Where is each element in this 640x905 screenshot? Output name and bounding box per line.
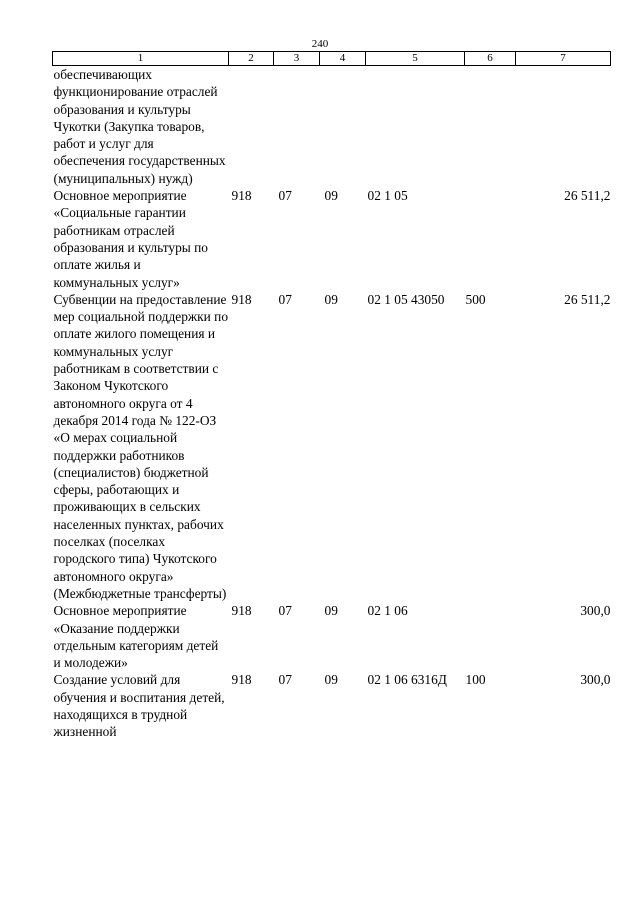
row-name: Субвенции на предоставление мер социальной поддержки по оплате жилого помещения и коммунальных услуг работникам в соответствии с Законом Чукотского автономного округа от 4 декабря 2014 года № 122-ОЗ «О мерах социальной поддержки работников (специалистов) бюджетной сферы, работающих и проживающих в сельских населенных пунктах, рабочих поселках (поселках городского типа) Чукотского автономного округа» (Межбюджетные трансферты) (53, 291, 229, 601)
row-target-article (366, 66, 465, 188)
row-target-article: 02 1 06 (367, 603, 408, 619)
row-subsection-code: 09 (324, 672, 338, 688)
row-name: Основное мероприятие «Оказание поддержки отдельным категориям детей и молодежи» (53, 603, 219, 671)
row-amount: 300,0 (580, 603, 611, 619)
row-ministry-code: 918 (231, 603, 252, 619)
row-section-code: 07 (278, 672, 292, 688)
row-ministry-code: 918 (231, 291, 252, 307)
row-subsection-code: 09 (324, 603, 338, 619)
row-ministry-code: 918 (231, 188, 252, 204)
row-section-code: 07 (278, 603, 292, 619)
row-expense-type: 500 (465, 291, 486, 307)
page-number: 240 (311, 38, 329, 50)
row-target-article: 02 1 06 6316Д (367, 672, 447, 688)
row-target-article: 02 1 05 43050 (367, 291, 445, 307)
column-header-5: 5 (366, 52, 465, 66)
row-section-code (274, 66, 320, 188)
table-row (53, 602, 611, 671)
table-row (53, 291, 611, 602)
row-ministry-code: 918 (231, 672, 252, 688)
row-ministry-code (229, 66, 274, 188)
row-expense-type (465, 187, 516, 291)
row-subsection-code (320, 66, 366, 188)
column-header-1: 1 (53, 52, 229, 66)
column-header-2: 2 (229, 52, 274, 66)
row-amount: 26 511,2 (564, 291, 611, 307)
row-amount (516, 66, 611, 188)
row-expense-type: 100 (465, 672, 486, 688)
row-expense-type (465, 602, 516, 671)
column-header-3: 3 (274, 52, 320, 66)
row-expense-type (465, 66, 516, 188)
row-amount: 300,0 (580, 672, 611, 688)
row-section-code: 07 (278, 291, 292, 307)
table-row (53, 66, 611, 188)
column-number-row (53, 52, 611, 66)
row-name: Основное мероприятие «Социальные гарантии работникам отраслей образования и культуры по оплате жилья и коммунальных услуг» (53, 188, 208, 290)
row-subsection-code: 09 (324, 188, 338, 204)
row-name: Создание условий для обучения и воспитания детей, находящихся в трудной жизненной (53, 672, 225, 740)
column-header-7: 7 (516, 52, 611, 66)
row-amount: 26 511,2 (564, 188, 611, 204)
budget-table (52, 51, 611, 741)
table-row (53, 187, 611, 291)
row-section-code: 07 (278, 188, 292, 204)
column-header-6: 6 (465, 52, 516, 66)
column-header-4: 4 (320, 52, 366, 66)
table-row (53, 671, 611, 740)
row-target-article: 02 1 05 (367, 188, 408, 204)
row-name: обеспечивающих функционирование отраслей образования и культуры Чукотки (Закупка товаров, работ и услуг для обеспечения государственных (муниципальных) нужд) (53, 67, 226, 186)
row-subsection-code: 09 (324, 291, 338, 307)
